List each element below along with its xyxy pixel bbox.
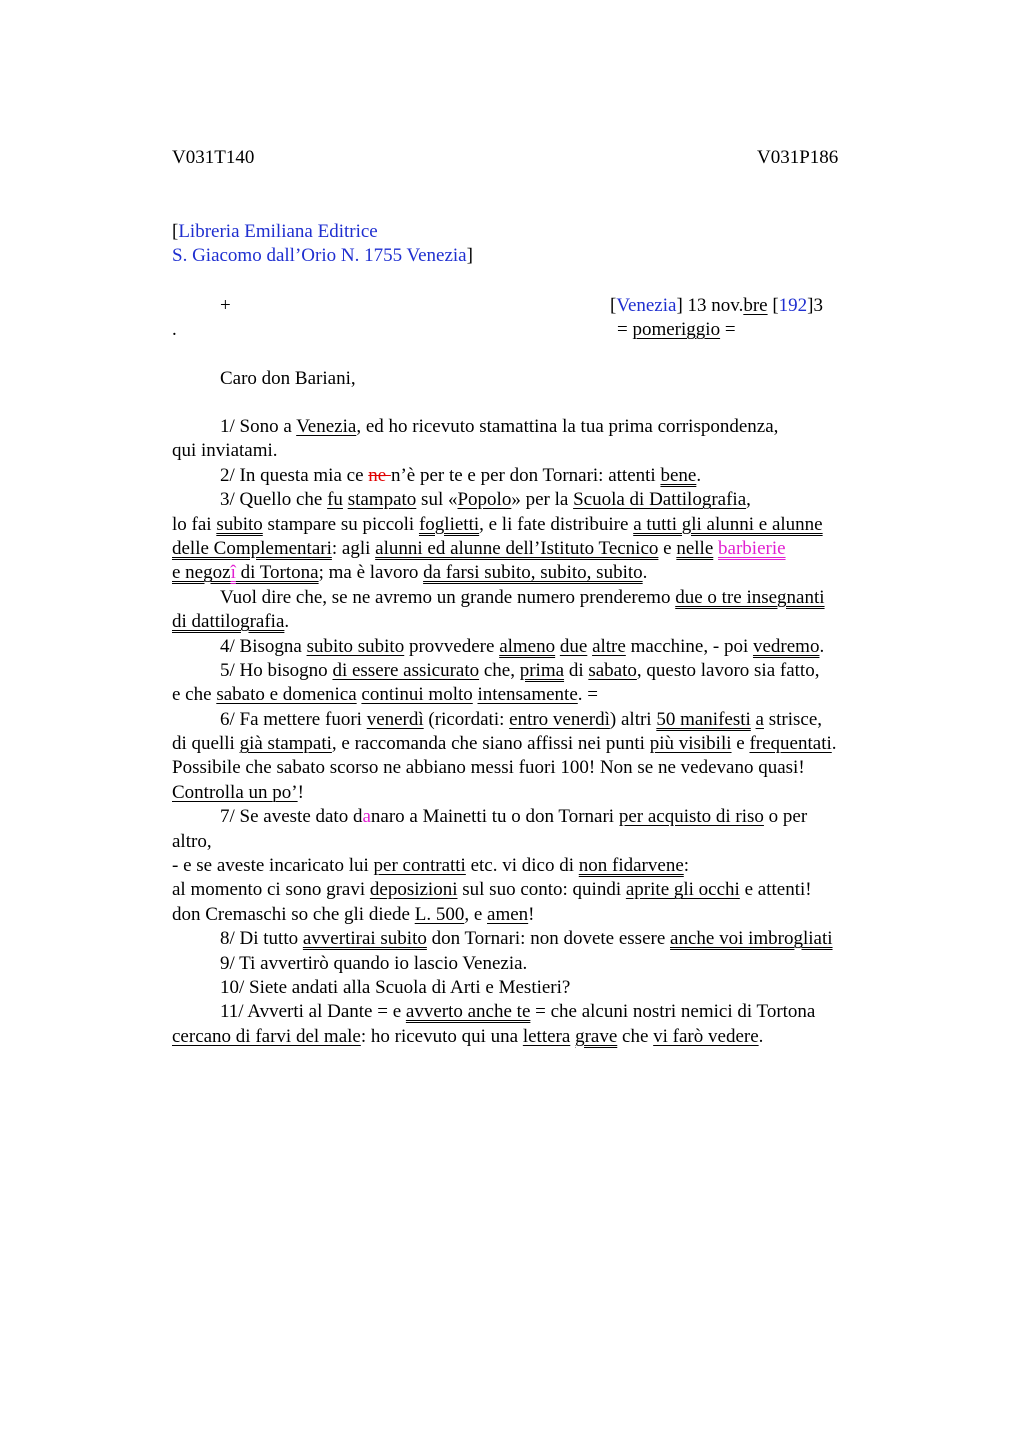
text-run: naro a Mainetti tu o don Tornari: [370, 806, 619, 828]
text-run: da farsi subito, subito, subito: [423, 562, 643, 584]
letterhead-line2: S. Giacomo dall’Orio N. 1755 Venezia]: [172, 245, 473, 266]
text-run: due o tre insegnanti: [675, 586, 825, 608]
text-run: Popolo: [457, 489, 512, 511]
item-6-line3: [172, 756, 902, 780]
text-run: .: [831, 733, 837, 755]
text-run: 1/ Sono a: [220, 416, 297, 437]
text-run: fu: [327, 489, 343, 511]
text-run: , e: [464, 903, 488, 925]
text-run: , questo lavoro sia fatto,: [636, 659, 820, 681]
text-run: grave: [575, 1025, 618, 1047]
text-run: almeno: [499, 635, 556, 657]
text-run: stampato: [347, 489, 417, 511]
text-run: subito subito: [306, 635, 405, 657]
text-run: 10/ Siete andati alla Scuola di Arti e Mestieri?: [220, 976, 571, 998]
text-run: che: [617, 1025, 654, 1047]
text-run: e: [731, 733, 750, 755]
text-run: per acquisto di riso: [618, 806, 764, 828]
text-run: prima: [519, 659, 565, 681]
text-run: 3/ Quello che: [220, 489, 328, 511]
text-run: 5/ Ho bisogno: [220, 659, 333, 681]
text-run: strisce,: [763, 708, 823, 730]
item-3-line4: [172, 561, 902, 585]
time-line: [617, 318, 736, 342]
text-run: don Tornari: non dovete essere: [426, 928, 671, 950]
text-run: aprite gli occhi: [625, 879, 740, 901]
text-run: lettera: [522, 1025, 571, 1047]
letterhead-publisher: Libreria Emiliana Editrice: [178, 221, 378, 242]
item-7-line4: [172, 878, 902, 902]
text-run: provvedere: [404, 635, 500, 657]
text-run: Vuol dire che, se ne avremo un grande numero prenderemo: [220, 586, 676, 608]
text-run: » per la: [511, 489, 574, 511]
text-run: 13 nov.: [687, 295, 744, 316]
text-run: di Tortona: [235, 562, 319, 584]
text-run: 2/ In questa mia ce: [220, 464, 369, 486]
text-run: 3: [813, 295, 823, 316]
text-run: (ricordati:: [423, 708, 510, 730]
item-7-line2: [172, 830, 902, 854]
text-run: ) altri: [609, 708, 657, 730]
text-run: di: [564, 659, 589, 681]
text-run: 9/ Ti avvertirò quando io lascio Venezia.: [220, 952, 528, 974]
text-run: 11/ Avverti al Dante = e: [220, 1001, 406, 1023]
text-run: altro,: [172, 830, 212, 852]
text-run: non fidarvene: [578, 855, 684, 877]
greeting: Caro don Bariani,: [220, 368, 356, 389]
text-run: 50 manifesti: [656, 708, 751, 730]
text-run: e negoz: [172, 562, 231, 584]
text-run: Venezia: [616, 295, 677, 316]
text-run: o per: [763, 806, 808, 828]
text-run: intensamente: [477, 684, 578, 706]
letterhead-line1: [Libreria Emiliana Editrice: [172, 221, 378, 242]
item-11-line2: [172, 1025, 902, 1049]
text-run: continui molto: [361, 684, 473, 706]
text-run: a: [755, 708, 764, 730]
text-run: pomeriggio: [632, 319, 721, 340]
text-run: deposizioni: [369, 879, 458, 901]
text-run: : agli: [331, 537, 376, 559]
letter-body: [172, 415, 902, 1049]
item-7-line5: [172, 903, 902, 927]
text-run: Possibile che sabato scorso ne abbiano messi fuori 100! Non se ne vedevano quasi!: [172, 757, 805, 779]
text-run: stampare su piccoli: [262, 513, 419, 535]
text-run: 4/ Bisogna: [220, 635, 307, 657]
cross-symbol: +: [220, 295, 231, 316]
text-run: avverto anche te: [405, 1001, 531, 1023]
text-run: ,: [746, 489, 751, 511]
text-run: già stampati: [239, 733, 332, 755]
date-line: [Venezia] 13 nov.bre [192]3: [610, 295, 823, 316]
text-run: a tutti gli alunni e alunne: [633, 513, 823, 535]
text-run: di essere assicurato: [332, 659, 480, 681]
text-run: più visibili: [649, 733, 732, 755]
text-run: sabato: [588, 659, 637, 681]
text-run: lo fai: [172, 513, 217, 535]
text-run: due: [559, 635, 588, 657]
item-3-line1: [172, 488, 902, 512]
text-run: bene: [660, 464, 697, 486]
text-run: foglietti: [418, 513, 480, 535]
text-run: : ho ricevuto qui una: [360, 1025, 523, 1047]
text-run: per contratti: [373, 855, 466, 877]
text-run: =: [720, 319, 736, 340]
text-run: 8/ Di tutto: [220, 928, 303, 950]
text-run: macchine, - poi: [625, 635, 753, 657]
text-run: anche voi imbrogliati: [670, 928, 833, 950]
text-run: amen: [487, 903, 529, 925]
text-run: 7/ Se aveste dato d: [220, 806, 363, 828]
margin-dot: .: [172, 319, 177, 340]
text-run: sabato e domenica: [216, 684, 357, 706]
archive-code-left: V031T140: [172, 147, 255, 168]
item-5-line1: [172, 659, 902, 683]
text-run: e: [658, 537, 677, 559]
text-run: 192: [778, 295, 808, 316]
text-run: n’è per te e per don Tornari: attenti: [390, 464, 661, 486]
text-run: !: [528, 903, 535, 925]
text-run: delle Complementari: [172, 537, 332, 559]
text-run: avvertirai subito: [302, 928, 427, 950]
text-run: di quelli: [172, 733, 240, 755]
text-run: .: [758, 1025, 764, 1047]
text-run: !: [297, 781, 304, 803]
text-run: vi farò vedere: [653, 1025, 759, 1047]
text-run: , ed ho ricevuto stamattina la tua prima corrispondenza,: [356, 416, 779, 437]
text-run: . =: [577, 684, 598, 706]
item-11-line1: [172, 1000, 902, 1024]
text-run: :: [683, 855, 690, 877]
text-run: Scuola di Dattilografia: [573, 489, 747, 511]
text-run: , e raccomanda che siano affissi nei punti: [331, 733, 650, 755]
text-run: 6/ Fa mettere fuori: [220, 708, 367, 730]
text-run: .: [642, 562, 648, 584]
item-3-line2: [172, 513, 902, 537]
text-run: al momento ci sono gravi: [172, 879, 370, 901]
item-2: [172, 464, 902, 488]
item-7-line1: [172, 805, 902, 829]
item-3-line3: [172, 537, 902, 561]
item-5-line2: [172, 683, 902, 707]
text-run: L. 500: [414, 903, 465, 925]
text-run: Venezia: [296, 416, 357, 437]
text-run: subito: [216, 513, 263, 535]
text-run: che,: [479, 659, 520, 681]
text-run: =: [617, 319, 633, 340]
item-10: [172, 976, 902, 1000]
text-run: bre: [743, 295, 768, 316]
item-7-line3: [172, 854, 902, 878]
text-run: venerdì: [366, 708, 424, 730]
letterhead-address: S. Giacomo dall’Orio N. 1755 Venezia: [172, 245, 467, 266]
text-run: ; ma è lavoro: [318, 562, 424, 584]
text-run: di dattilografia: [172, 611, 285, 633]
item-3b-line2: [172, 610, 902, 634]
item-6-line2: [172, 732, 902, 756]
text-run: nelle: [676, 537, 714, 559]
text-run: .: [819, 635, 825, 657]
text-run: e attenti!: [739, 879, 812, 901]
text-run: altre: [592, 635, 626, 657]
item-3b-line1: [172, 586, 902, 610]
text-run: sul suo conto: quindi: [457, 879, 626, 901]
text-run: a: [362, 806, 371, 828]
archive-code-right: V031P186: [757, 147, 839, 168]
text-run: barbierie: [718, 537, 786, 559]
item-8: [172, 927, 902, 951]
item-4: [172, 635, 902, 659]
text-run: cercano di farvi del male: [172, 1025, 361, 1047]
text-run: vedremo: [752, 635, 820, 657]
item-1-line1: [172, 415, 902, 439]
text-run: î: [230, 562, 236, 584]
text-run: .: [696, 464, 702, 486]
text-run: don Cremaschi so che gli diede: [172, 903, 415, 925]
text-run: .: [284, 611, 290, 633]
text-run: Controlla un po’: [172, 781, 298, 803]
item-6-line4: [172, 781, 902, 805]
text-run: , e li fate distribuire: [479, 513, 634, 535]
text-run: qui inviatami.: [172, 440, 278, 462]
text-run: e che: [172, 684, 217, 706]
text-run: - e se aveste incaricato lui: [172, 855, 374, 877]
text-run: = che alcuni nostri nemici di Tortona: [530, 1001, 816, 1023]
item-9: [172, 952, 902, 976]
item-6-line1: [172, 708, 902, 732]
deleted-word: ne: [368, 464, 391, 486]
item-1-line2: [172, 439, 902, 463]
text-run: sul «: [416, 489, 458, 511]
text-run: etc. vi dico di: [465, 855, 579, 877]
text-run: frequentati: [749, 733, 832, 755]
text-run: entro venerdì: [509, 708, 610, 730]
text-run: alunni ed alunne dell’Istituto Tecnico: [375, 537, 659, 559]
